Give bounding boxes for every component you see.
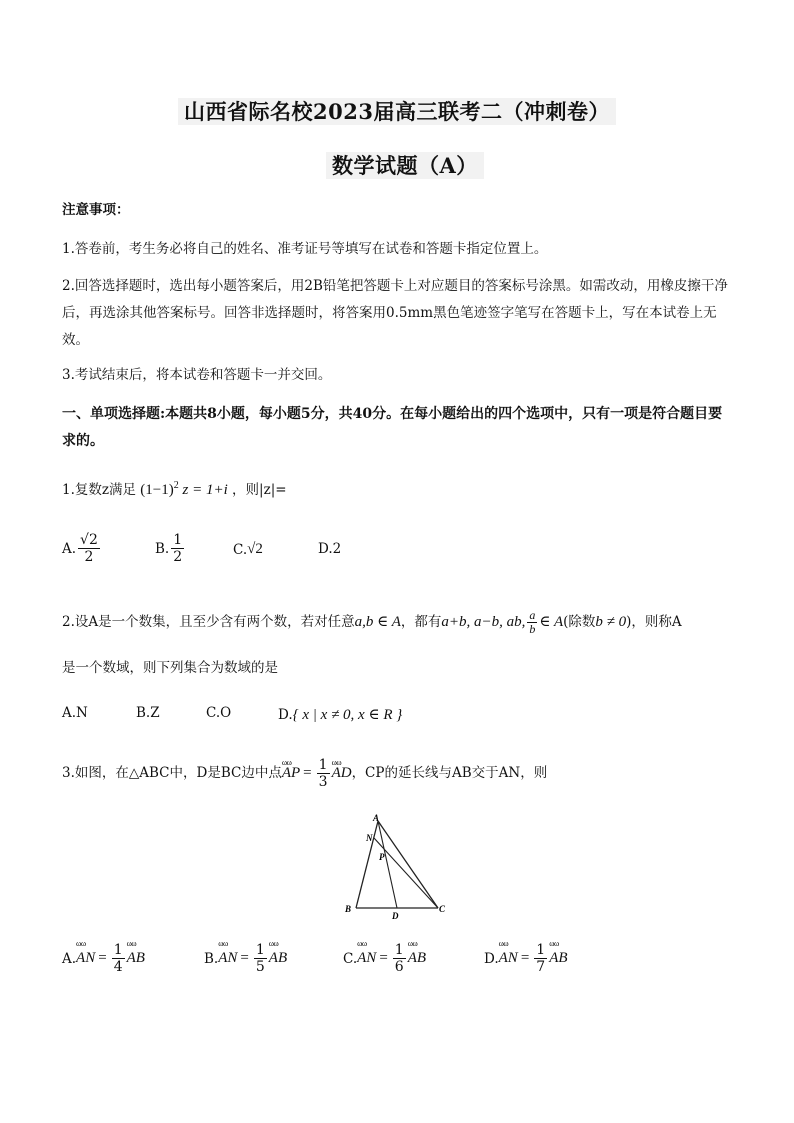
note-item-3: 3.考试结束后，将本试卷和答题卡一并交回。 bbox=[62, 367, 332, 383]
exam-subtitle bbox=[326, 150, 484, 180]
label-c: C bbox=[439, 904, 446, 914]
question-3: 3.如图，在△ABC中，D是BC边中点 ωω AP = $\frac{1}{3}$ ωω AD ，CP的延长线与AB交于AN，则 bbox=[62, 756, 548, 790]
question-2-line-1: 2.设A是一个数集，且至少含有两个数，若对任意 a,b ∈ A ，都有 a+b, a−b, ab, $\frac{a}{b}$ ∈ A (除数 b ≠ 0 )，则称A bbox=[62, 608, 682, 636]
q1-option-c[interactable]: C. √2 bbox=[233, 541, 263, 558]
q1-option-d[interactable]: D. 2 bbox=[318, 541, 342, 557]
section-heading: 一、单项选择题:本题共8小题，每小题5分，共40分。在每小题给出的四个选项中，只有一项是符合题目要求的。 bbox=[62, 406, 723, 449]
question-2-line-2: 是一个数域，则下列集合为数域的是 bbox=[62, 660, 278, 676]
notes-heading: 注意事项： bbox=[62, 202, 130, 218]
q2-fraction: $\frac{a}{b}$ bbox=[529, 608, 536, 636]
q3-vector-ad: ωω AD bbox=[331, 757, 352, 781]
exam-title-text: 山西省际名校2023届高三联考二（冲刺卷） bbox=[178, 98, 616, 125]
q3-option-b[interactable]: B. ωω AN = $\frac{1}{5}$ ωω AB bbox=[204, 939, 288, 975]
q3-option-a[interactable]: A. ωω AN = $\frac{1}{4}$ ωω AB bbox=[62, 939, 145, 975]
label-n: N bbox=[366, 833, 373, 843]
label-b: B bbox=[345, 904, 352, 914]
q1-option-b-fraction: $\frac{1}{2}$ bbox=[173, 532, 183, 565]
q3-option-c[interactable]: C. ωω AN = $\frac{1}{6}$ ωω AB bbox=[343, 939, 427, 975]
segment-cn bbox=[374, 838, 438, 908]
label-a: A bbox=[373, 813, 380, 823]
q1-option-a-fraction: $\frac{√2}{2}$ bbox=[80, 532, 98, 565]
note-item-2: 2.回答选择题时，选出每小题答案后，用2B铅笔把答题卡上对应题目的答案标号涂黑。如需改动，用橡皮擦干净后，再选涂其他答案标号。回答非选择题时，将答案用0.5mm黑色笔迹签字笔写在答题卡上，写在本试卷上无效。 bbox=[62, 278, 728, 348]
q2-option-c[interactable]: C. O bbox=[206, 705, 232, 721]
q3-option-b-fraction: $\frac{1}{5}$ bbox=[255, 942, 265, 975]
q3-vector-ap: ωω AP bbox=[281, 757, 301, 781]
q3-option-a-fraction: $\frac{1}{4}$ bbox=[113, 942, 123, 975]
q3-option-d[interactable]: D. ωω AN = $\frac{1}{7}$ ωω AB bbox=[484, 939, 568, 975]
q1-suffix: ，则|z|= bbox=[232, 482, 287, 498]
exam-title bbox=[178, 96, 616, 126]
q3-option-d-fraction: $\frac{1}{7}$ bbox=[536, 942, 546, 975]
q1-prefix: 1.复数z满足 bbox=[62, 482, 136, 498]
exam-subtitle-text: 数学试题（A） bbox=[326, 152, 484, 179]
q3-fraction: $\frac{1}{3}$ bbox=[318, 756, 328, 790]
q2-option-a[interactable]: A. N bbox=[62, 705, 88, 721]
q1-option-b[interactable]: B. $\frac{1}{2}$ bbox=[155, 532, 183, 565]
label-d: D bbox=[392, 911, 399, 921]
note-item-1: 1.答卷前，考生务必将自己的姓名、准考证号等填写在试卷和答题卡指定位置上。 bbox=[62, 241, 548, 257]
triangle-figure bbox=[336, 808, 466, 923]
q1-expr: $(1-1)^2$ z = 1+i bbox=[140, 480, 228, 498]
q1-option-a[interactable]: A. $\frac{√2}{2}$ bbox=[62, 532, 98, 565]
question-1 bbox=[62, 472, 287, 504]
q2-option-d[interactable]: D. { x | x ≠ 0, x ∈ R } bbox=[278, 706, 403, 723]
q3-option-c-fraction: $\frac{1}{6}$ bbox=[394, 942, 404, 975]
label-p: P bbox=[379, 852, 385, 862]
q2-option-b[interactable]: B. Z bbox=[136, 705, 160, 721]
